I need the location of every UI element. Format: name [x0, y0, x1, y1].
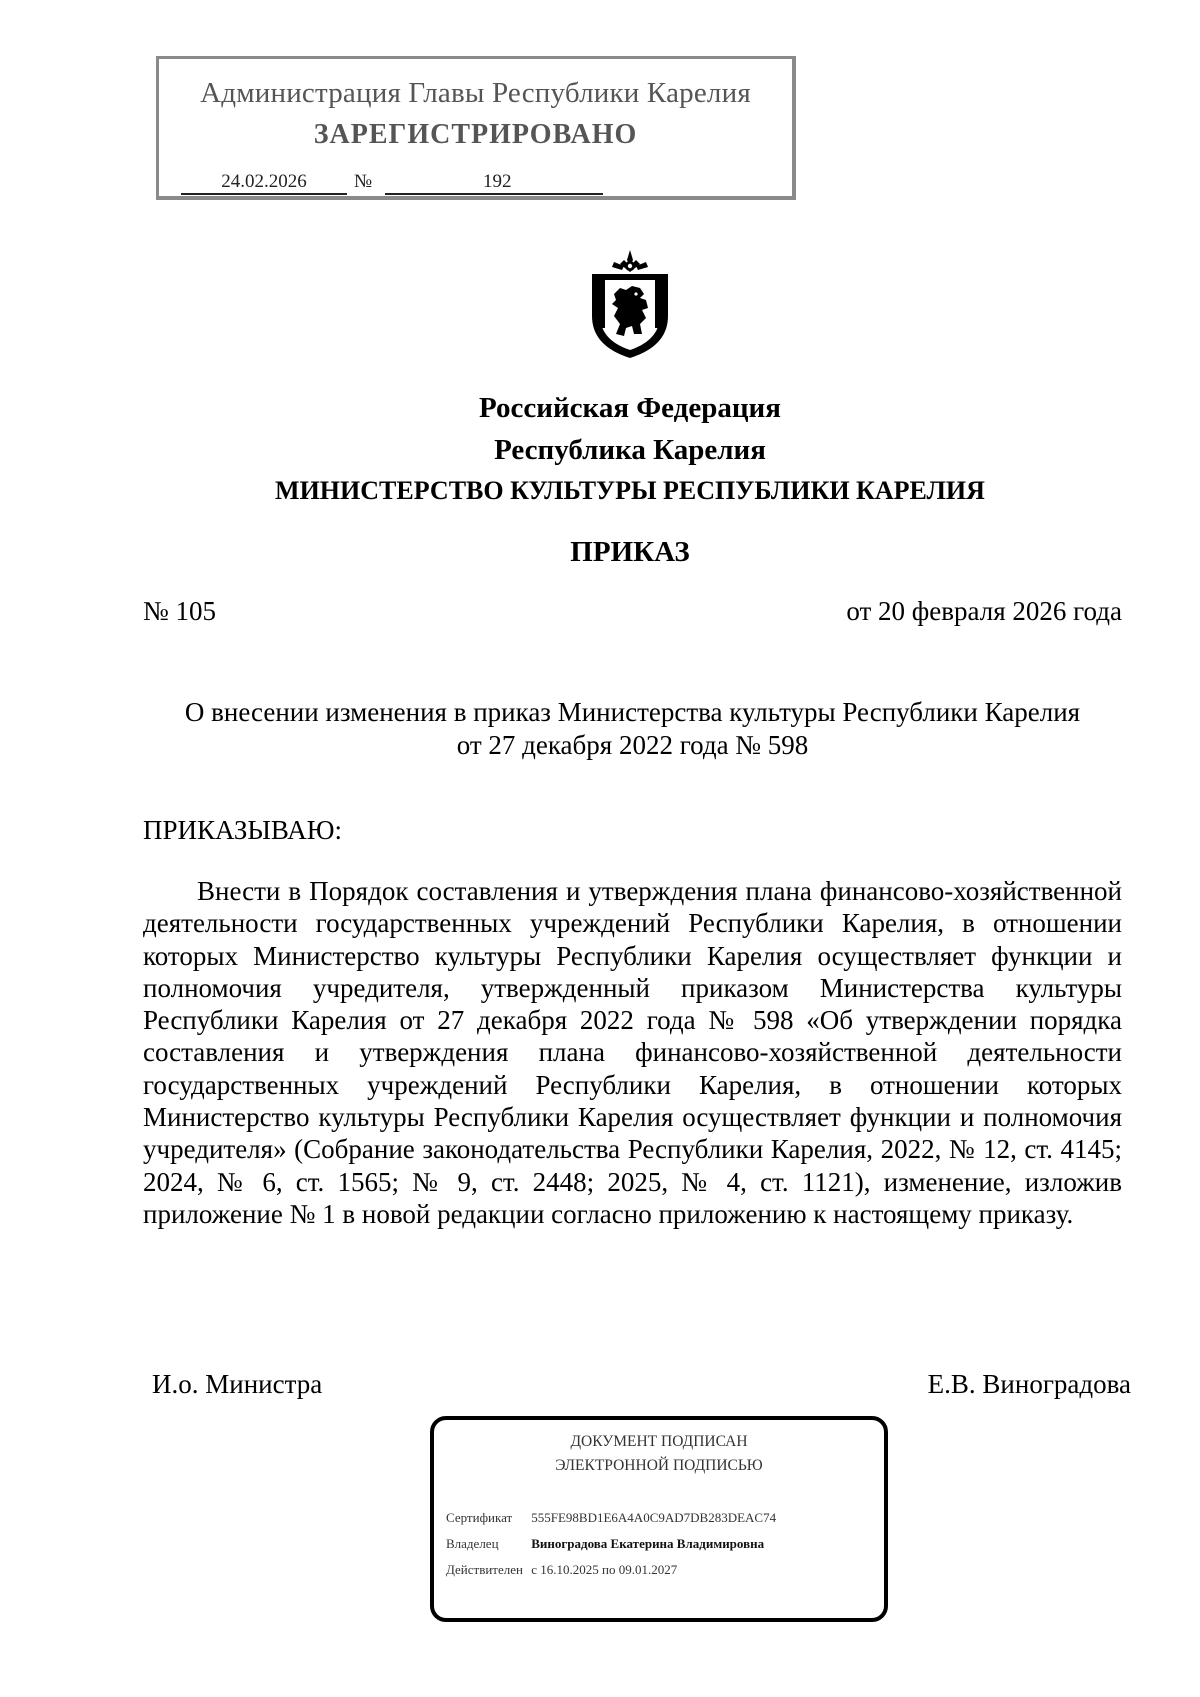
header-country: Российская Федерация [479, 392, 781, 424]
order-date: от 20 февраля 2026 года [846, 596, 1122, 626]
registration-status: ЗАРЕГИСТРИРОВАНО [313, 119, 638, 150]
signatory-name: Е.В. Виноградова [927, 1369, 1131, 1399]
esig-owner-row [446, 1536, 764, 1552]
karelia-coat-of-arms-icon [584, 250, 676, 360]
directive-heading: ПРИКАЗЫВАЮ: [143, 815, 342, 845]
order-subject-line1: О внесении изменения в приказ Министерства культуры Республики Карелия [184, 697, 1081, 727]
registration-authority: Администрация Главы Республики Карелия [200, 77, 751, 109]
esig-owner-label: Владелец [446, 1536, 499, 1551]
esig-certificate-label: Сертификат [446, 1510, 513, 1525]
registration-number: 192 [385, 171, 603, 195]
signatory-role: И.о. Министра [152, 1369, 323, 1399]
esig-title-line1: ДОКУМЕНТ ПОДПИСАН [570, 1433, 748, 1450]
esig-owner-value: Виноградова Екатерина Владимировна [531, 1536, 765, 1551]
esig-validity-row [446, 1562, 677, 1578]
esig-certificate-row [446, 1510, 776, 1526]
header-region: Республика Карелия [494, 434, 766, 466]
registration-date: 24.02.2026 [181, 171, 347, 195]
esig-validity-label: Действителен [446, 1562, 523, 1577]
header-ministry: МИНИСТЕРСТВО КУЛЬТУРЫ РЕСПУБЛИКИ КАРЕЛИЯ [275, 476, 985, 505]
esig-certificate-value: 555FE98BD1E6A4A0C9AD7DB283DEAC74 [531, 1510, 777, 1525]
order-body-paragraph: Внести в Порядок составления и утверждения плана финансово-хозяйственной деятельности государственных учреждений Республики Карелия, в отношении которых Министерство культуры Республики Карелия осуществляет функции и полномочия учредителя, утвержденный приказом Министерства культуры Республики Карелия от 27 декабря 2022 года № 598 «Об утверждении порядка составления и утверждения плана финансово-хозяйственной деятельности государственных учреждений Республики Карелия, в отношении которых Министерство культуры Республики Карелия осуществляет функции и полномочия учредителя» (Собрание законодательства Республики Карелия, 2022, № 12, ст. 4145; 2024, № 6, ст. 1565; № 9, ст. 2448; 2025, № 4, ст. 1121), изменение, изложив приложение № 1 в новой редакции согласно приложению к настоящему приказу. [143, 876, 1122, 1229]
order-subject [143, 696, 1122, 762]
esig-title-line2: ЭЛЕКТРОННОЙ ПОДПИСЬЮ [555, 1457, 763, 1474]
document-type-title: ПРИКАЗ [570, 536, 690, 568]
order-number: № 105 [143, 596, 217, 626]
registration-number-sign: № [354, 171, 373, 192]
esig-validity-value: с 16.10.2025 по 09.01.2027 [531, 1562, 678, 1577]
electronic-signature-stamp [430, 1416, 888, 1622]
registration-stamp [156, 56, 796, 200]
order-subject-line2: от 27 декабря 2022 года № 598 [456, 730, 809, 760]
